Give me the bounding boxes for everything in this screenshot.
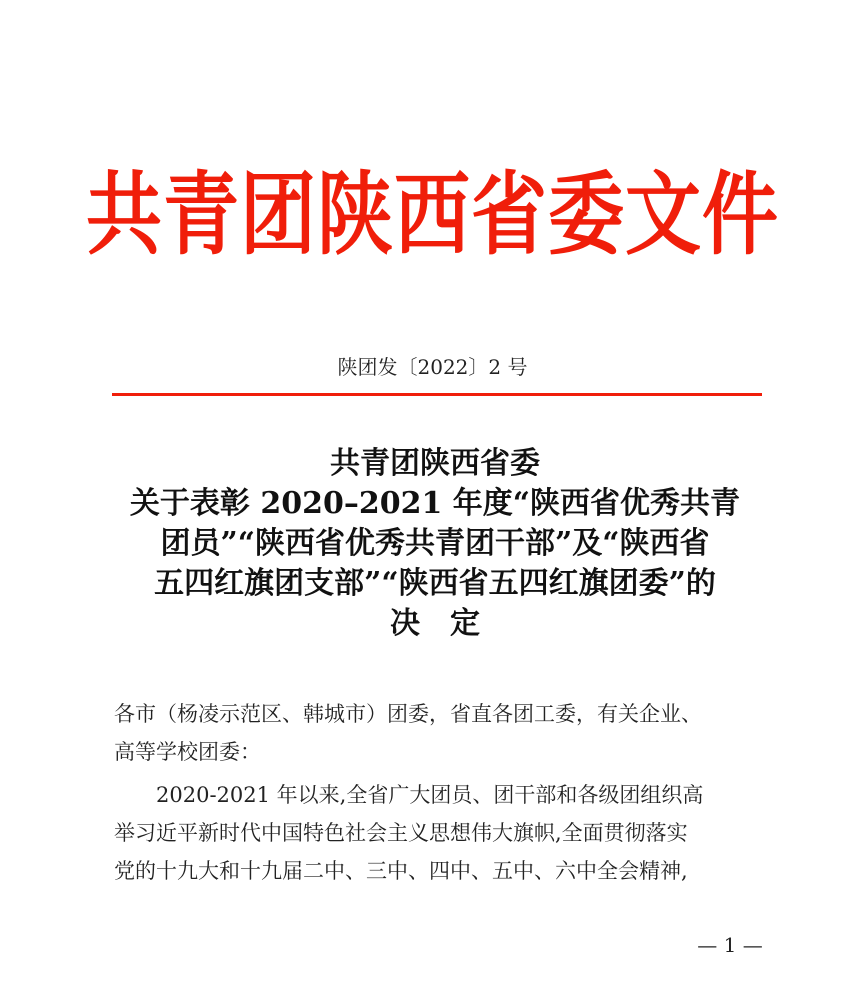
addressee-line-1: 各市（杨凌示范区、韩城市）团委，省直各团工委，有关企业、 — [114, 702, 702, 726]
title-line-1: 共青团陕西省委 — [330, 446, 540, 481]
title-line-3: 团员”“陕西省优秀共青团干部”及“陕西省 — [160, 526, 710, 561]
title-line-2: 关于表彰 2020–2021 年度“陕西省优秀共青 — [129, 486, 741, 521]
paragraph-line-3: 党的十九大和十九届二中、三中、四中、五中、六中全会精神, — [114, 859, 688, 883]
masthead-title: 共青团陕西省委文件 — [86, 161, 779, 267]
paragraph-line-2: 举习近平新时代中国特色社会主义思想伟大旗帜,全面贯彻落实 — [114, 821, 688, 845]
red-divider-rule — [112, 393, 762, 396]
document-number: 陕团发〔2022〕2 号 — [337, 355, 528, 379]
paragraph-line-1: 2020-2021 年以来,全省广大团员、团干部和各级团组织高 — [114, 783, 704, 807]
title-line-4: 五四红旗团支部”“陕西省五四红旗团委”的 — [154, 566, 716, 601]
addressee-line-2: 高等学校团委： — [114, 740, 261, 764]
title-line-5: 决 定 — [390, 606, 480, 641]
page-number: — 1 — — [697, 933, 763, 957]
document-title — [100, 444, 770, 644]
